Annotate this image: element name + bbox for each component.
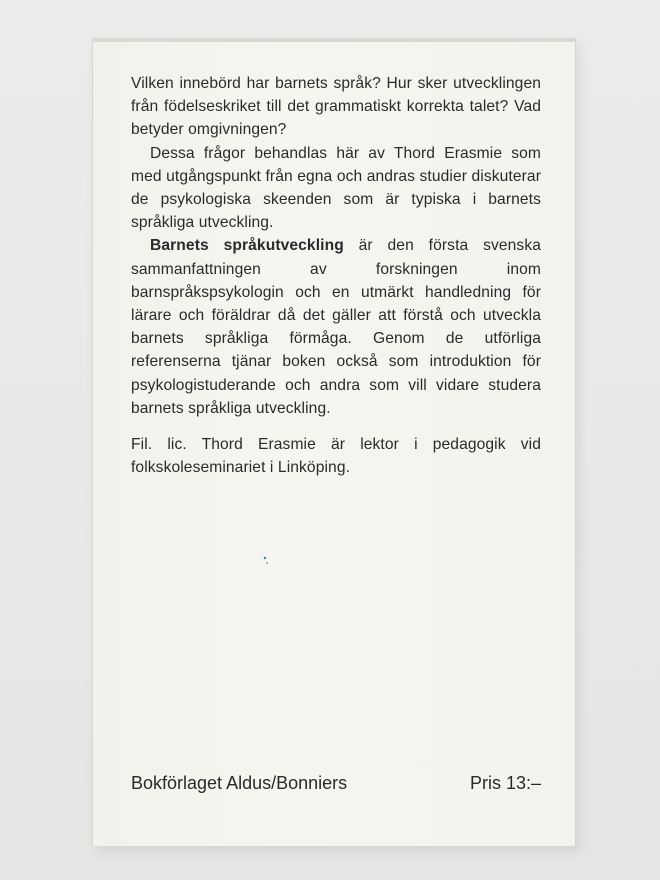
blurb-paragraph-3 — [131, 234, 541, 420]
book-title-inline: Barnets språkutveckling — [150, 237, 344, 255]
blurb-paragraph-1: Vilken innebörd har barnets språk? Hur sker utvecklingen från födelseskriket till det grammatiskt korrekta talet? Vad betyder omgivningen? — [131, 75, 541, 139]
blurb-paragraph-2: Dessa frågor behandlas här av Thord Erasmie som med utgångspunkt från egna och andras studier diskuterar de psykologiska skeenden som är typiska i barnets språkliga utveckling. — [131, 144, 541, 232]
publisher-name: Bokförlaget Aldus/Bonniers — [131, 773, 348, 793]
blurb — [131, 72, 541, 479]
book-back-cover — [92, 38, 576, 846]
blurb-paragraph-3-text: är den första svenska sammanfattningen av forskningen inom barnspråkspsykologin och en utmärkt handledning för lärare och föräldrar då det gäller att förstå och utveckla barnets språkliga förmåga. Genom de utförliga referenserna tjänar boken också som introduktion för psykologistuderande och andra som vill vidare studera barnets språkliga utveckling. — [131, 237, 541, 417]
ink-speck — [263, 556, 269, 566]
price-label: Pris 13:– — [469, 773, 541, 793]
cover-footer — [131, 773, 541, 794]
cover-top-edge — [93, 38, 575, 42]
author-bio: Fil. lic. Thord Erasmie är lektor i pedagogik vid folkskoleseminariet i Linköping. — [131, 436, 541, 477]
